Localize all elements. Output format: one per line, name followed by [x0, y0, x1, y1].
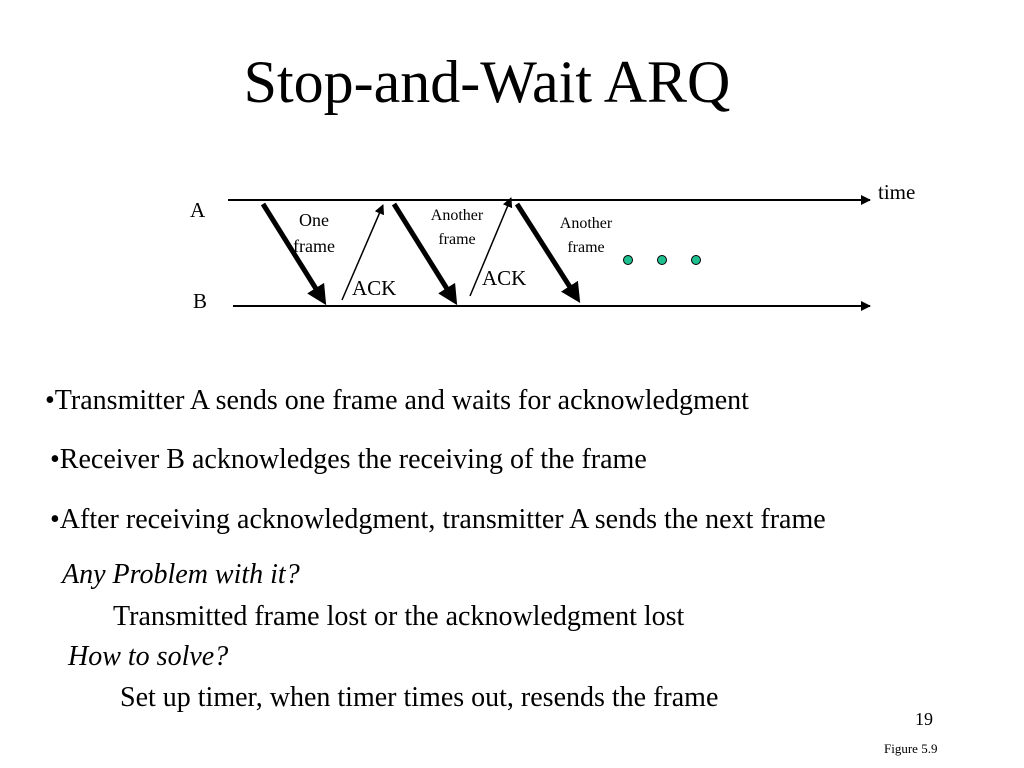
ack-label-2: ACK [482, 266, 527, 290]
question-2: How to solve? [68, 641, 229, 672]
frame-label-1-line-2: frame [293, 236, 335, 256]
node-a-label: A [190, 198, 206, 222]
ack-label-1: ACK [352, 276, 397, 300]
figure-caption: Figure 5.9 [884, 741, 938, 756]
continuation-dot-3 [692, 256, 701, 265]
frame-label-2-line-2: frame [438, 231, 476, 248]
bullet-3: •After receiving acknowledgment, transmitter A sends the next frame [50, 504, 826, 535]
bullet-2: •Receiver B acknowledges the receiving of the frame [50, 444, 647, 475]
frame-label-3-line-1: Another [559, 215, 613, 232]
answer-1: Transmitted frame lost or the acknowledgment lost [113, 601, 685, 632]
page-number: 19 [915, 709, 933, 729]
frame-label-3-line-2: frame [567, 239, 605, 256]
bullet-1: •Transmitter A sends one frame and waits for acknowledgment [45, 385, 749, 416]
continuation-dot-2 [658, 256, 667, 265]
frame-label-1-line-1: One [299, 210, 329, 230]
node-b-label: B [193, 289, 208, 313]
continuation-dot-1 [624, 256, 633, 265]
question-1: Any Problem with it? [62, 559, 300, 590]
time-label: time [878, 180, 916, 204]
answer-2: Set up timer, when timer times out, resends the frame [120, 682, 719, 713]
slide-title: Stop-and-Wait ARQ [243, 49, 731, 115]
frame-label-2-line-1: Another [430, 207, 484, 224]
